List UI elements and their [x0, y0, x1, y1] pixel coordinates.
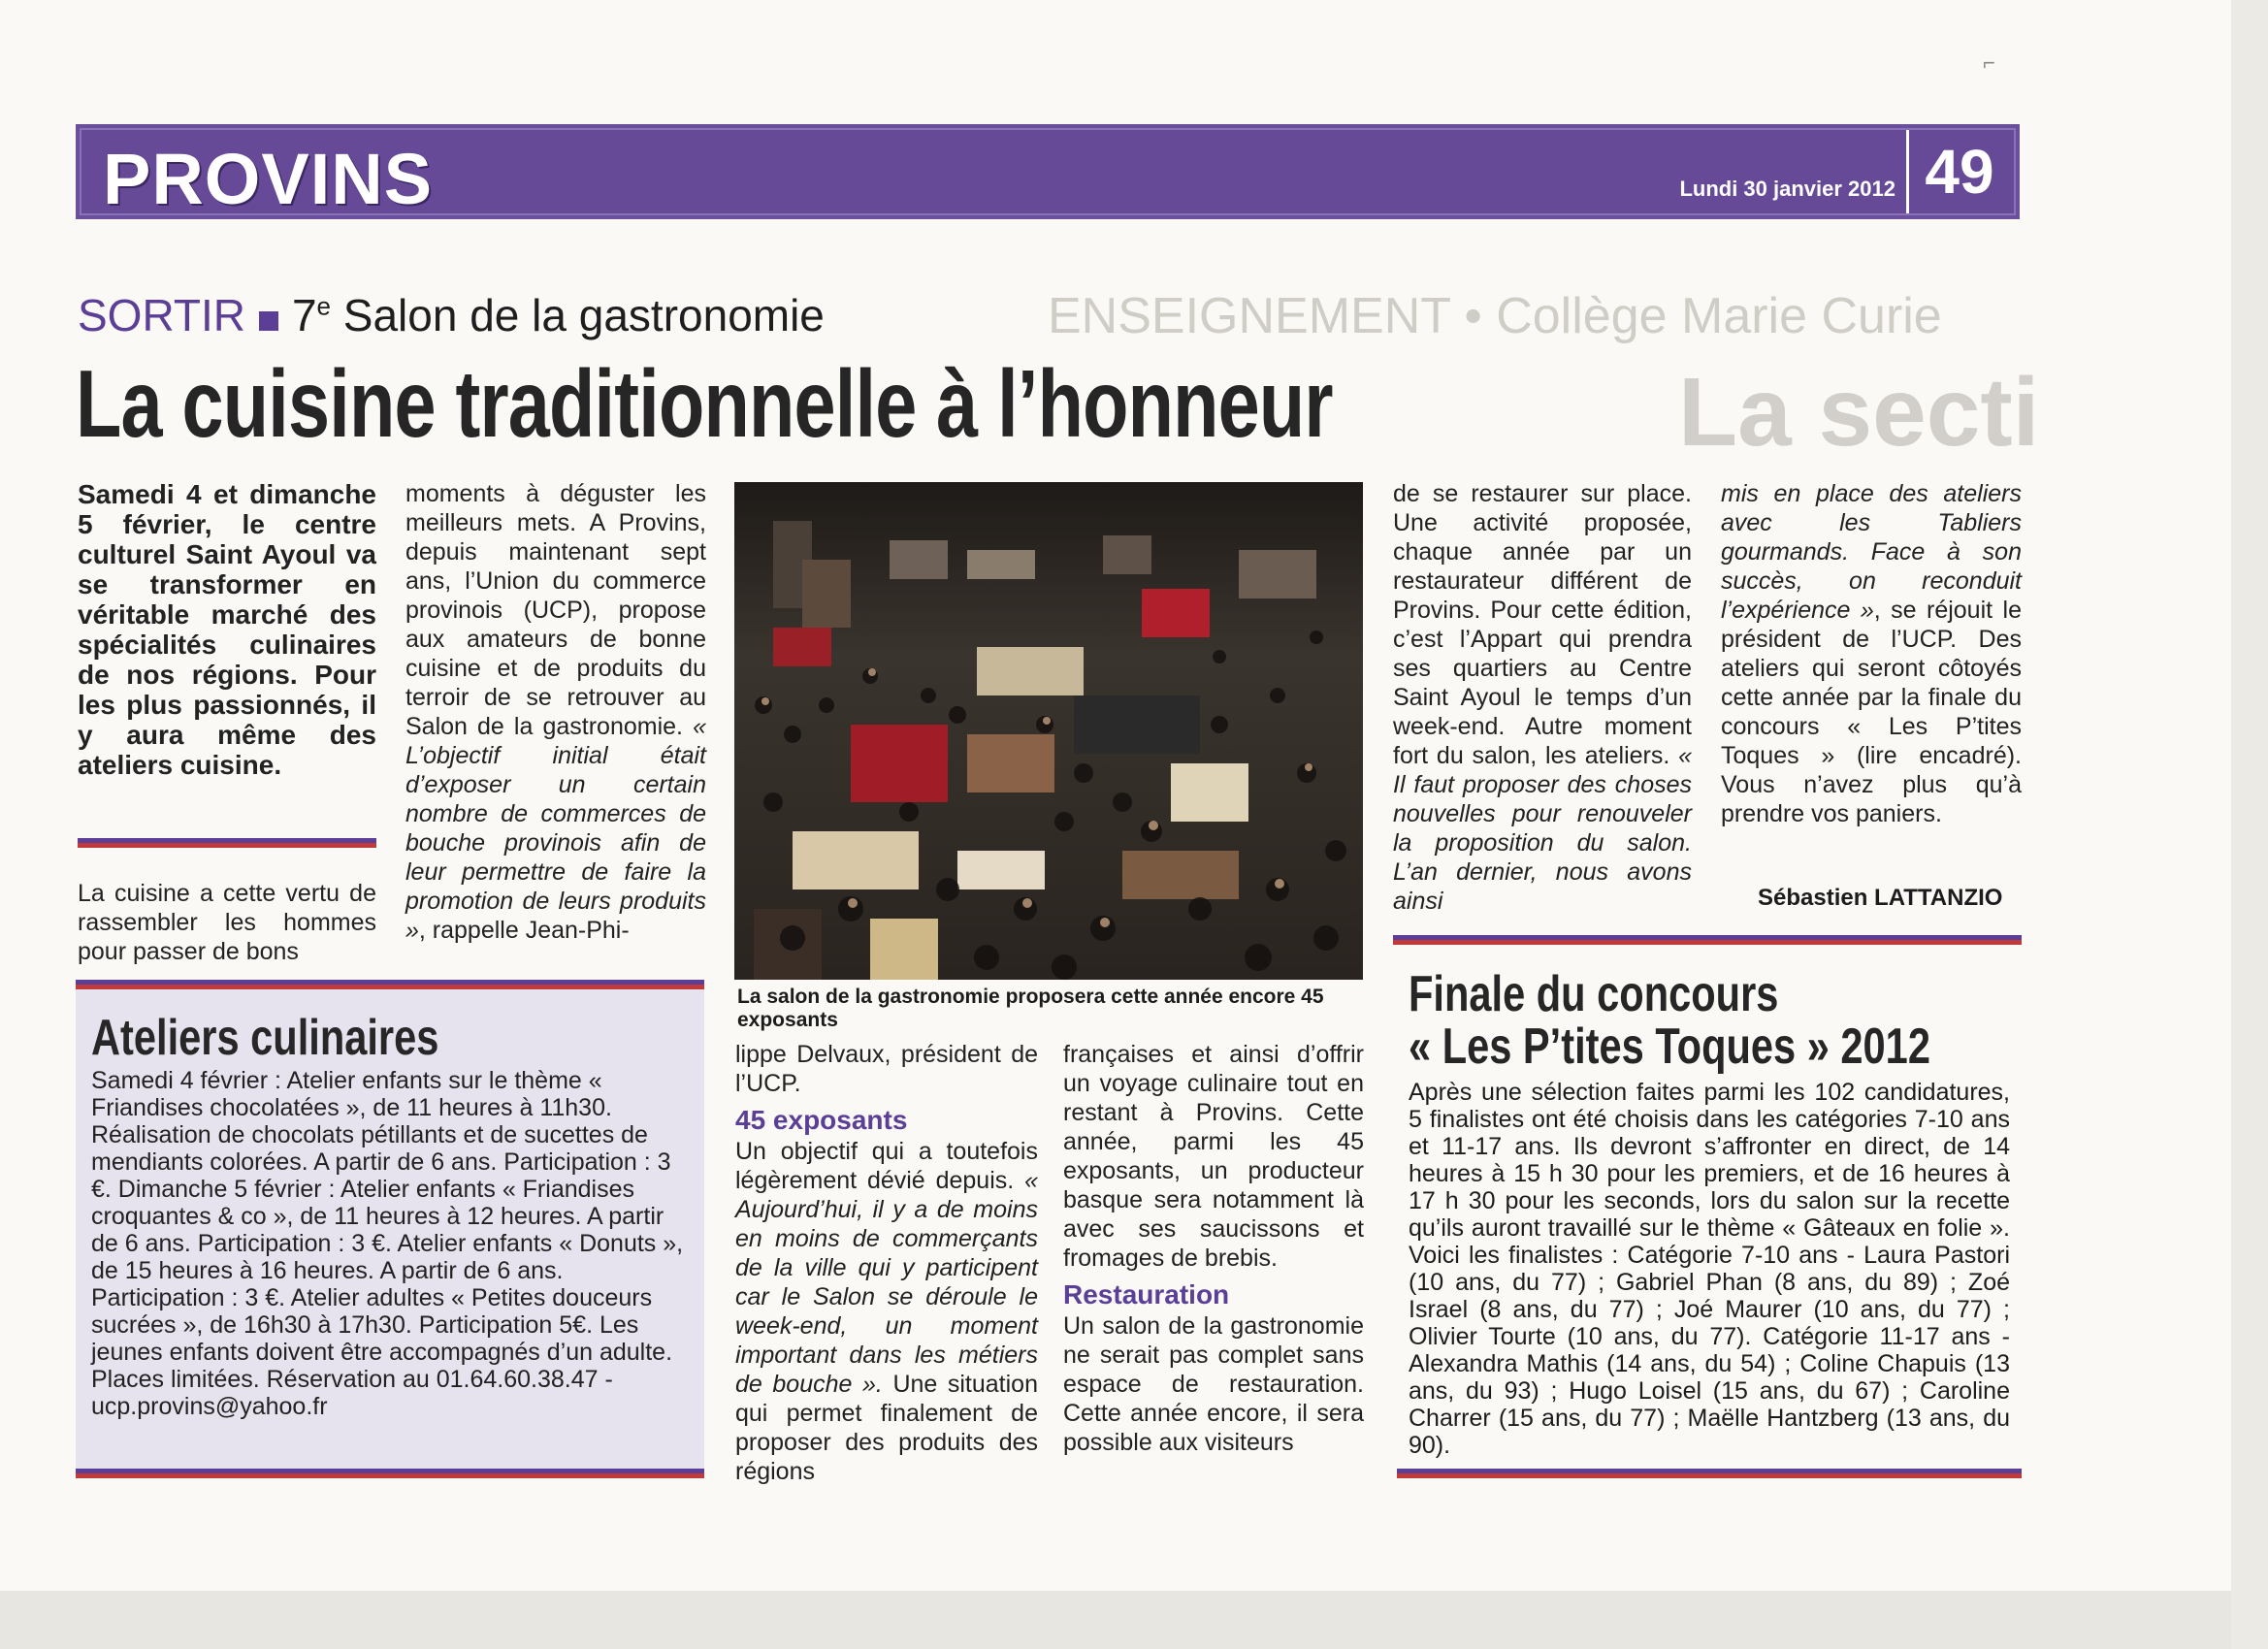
- column-4-end: Un salon de la gastronomie ne serait pas complet sans espace de restauration. Cette année encore, il sera possible aux visiteurs: [1063, 1312, 1364, 1456]
- article-lead: Samedi 4 et dimanche 5 février, le centre culturel Saint Ayoul va se transformer en véritable marché des spécialités culinaires de nos régions. Pour les plus passionnés, il y aura même des ateliers cuisine.: [78, 479, 376, 780]
- crop-mark: ⌐: [1983, 50, 1995, 75]
- lead-rule: [78, 838, 376, 848]
- kicker-superscript: e: [316, 291, 332, 321]
- column-1: [78, 479, 376, 780]
- scan-margin-right: [2231, 0, 2268, 1649]
- column-6-text: [1721, 479, 2022, 828]
- column-2-attribution: , rappelle Jean-Phi-: [418, 917, 630, 944]
- column-6: [1721, 479, 2022, 828]
- author-byline: Sébastien LATTANZIO: [1758, 885, 2003, 911]
- finale-bottom-rule: [1397, 1469, 2022, 1478]
- ateliers-bottom-rule: [76, 1469, 704, 1478]
- column-5-body: de se restaurer sur place. Une activité proposée, chaque année par un restaurateur différent de Provins. Pour cette édition, c’est l’Appart qui prendra ses quartiers au Centre Saint Ayoul le temps d’un week-end. Autre moment fort du salon, les ateliers.: [1393, 480, 1692, 769]
- subheading-restauration: Restauration: [1063, 1279, 1230, 1310]
- column-3: [735, 1040, 1038, 1486]
- section-header-inner: [80, 128, 2016, 219]
- subheading-45-exposants: 45 exposants: [735, 1105, 908, 1135]
- finale-title-line-2: « Les P’tites Toques » 2012: [1409, 1018, 1930, 1075]
- column-3-text: [735, 1137, 1038, 1486]
- column-5-quote: « Il faut proposer des choses nouvelles pour renouveler la proposition du salon. L’an dernier, nous avons ainsi: [1393, 742, 1692, 915]
- article-headline: La cuisine traditionnelle à l’honneur: [76, 350, 1333, 457]
- column-6-quote: mis en place des ateliers avec les Tabliers gourmands. Face à son succès, on reconduit l’expérience »: [1721, 480, 2022, 624]
- column-2-text: [405, 479, 706, 945]
- page-number: 49: [1906, 130, 2010, 213]
- ghost-kicker: ENSEIGNEMENT • Collège Marie Curie: [1048, 288, 1942, 344]
- salon-photo: [734, 482, 1363, 980]
- issue-date: Lundi 30 janvier 2012: [1679, 177, 1895, 201]
- column-1-body: [78, 879, 376, 966]
- column-1-text: La cuisine a cette vertu de rassembler les hommes pour passer de bons: [78, 880, 376, 965]
- rubric-label: SORTIR: [78, 290, 245, 340]
- kicker-subject: Salon de la gastronomie: [342, 290, 825, 340]
- finale-top-rule: [1393, 935, 2022, 945]
- column-3-end: Une situation qui permet finalement de proposer des produits des régions: [735, 1371, 1038, 1485]
- column-2-intro: moments à déguster les meilleurs mets. A Provins, depuis maintenant sept ans, l’Union du commerce provinois (UCP), propose aux amateurs de bonne cuisine et de produits du terroir de se retrouver au Salon de la gastronomie.: [405, 480, 706, 740]
- column-6-body: , se réjouit le président de l’UCP. Des ateliers qui seront côtoyés cette année par la finale du concours « Les P’tites Toques » (lire encadré). Vous n’avez plus qu’à prendre vos paniers.: [1721, 597, 2022, 827]
- article-kicker: [78, 289, 825, 341]
- column-3-intro: lippe Delvaux, président de l’UCP.: [735, 1041, 1038, 1097]
- finale-box: [1409, 968, 2010, 1459]
- kicker-number: 7: [291, 290, 317, 340]
- finale-text: Après une sélection faites parmi les 102 candidatures, 5 finalistes ont été choisis dans les catégories 7-10 ans et 11-17 ans. Ils devront s’affronter en direct, de 14 heures à 15 h 30 pour les premiers, et de 16 heures à 17 h 30 pour les seconds, lors du salon sur la recette qu’ils auront travaillé sur le thème « Gâteaux en folie ». Voici les finalistes : Catégorie 7-10 ans - Laura Pastori (10 ans, du 77) ; Gabriel Phan (8 ans, du 89) ; Zoé Israel (8 ans, du 77) ; Joé Maurer (10 ans, du 77) ; Olivier Tourte (10 ans, du 77). Catégorie 11-17 ans - Alexandra Mathis (14 ans, du 54) ; Coline Chapuis (13 ans, du 93) ; Hugo Loisel (15 ans, du 67) ; Caroline Charrer (15 ans, du 77) ; Maëlle Hantzberg (13 ans, du 90).: [1409, 1079, 2010, 1459]
- column-5-text: [1393, 479, 1692, 916]
- ateliers-top-rule: [76, 980, 704, 989]
- column-3-lead: Un objectif qui a toutefois légèrement dévié depuis.: [735, 1138, 1038, 1194]
- column-4-text: françaises et ainsi d’offrir un voyage culinaire tout en restant à Provins. Cette année, parmi les 45 exposants, un producteur basque sera notamment là avec ses saucissons et fromages de brebis.: [1063, 1041, 1364, 1272]
- photo-caption: La salon de la gastronomie proposera cette année encore 45 exposants: [737, 986, 1324, 1031]
- salon-crowd-image: [734, 482, 1363, 980]
- section-header: [76, 124, 2020, 219]
- scan-margin-bottom: [0, 1591, 2268, 1649]
- rubric-square-icon: [259, 311, 278, 331]
- column-2-quote: « L’objectif initial était d’exposer un certain nombre de commerces de bouche provinois afin de leur permettre de faire la promotion de leurs produits »: [405, 713, 706, 944]
- column-3-quote: « Aujourd’hui, il y a de moins en moins de commerçants de la ville qui y participent car le Salon se déroule le week-end, un moment important dans les métiers de bouche ».: [735, 1167, 1038, 1398]
- column-2: [405, 479, 706, 945]
- finale-title-line-1: Finale du concours: [1409, 966, 1779, 1022]
- ateliers-title: Ateliers culinaires: [91, 1010, 439, 1066]
- column-5: [1393, 479, 1692, 916]
- ghost-headline: La secti: [1678, 358, 2040, 467]
- column-4: [1063, 1040, 1364, 1457]
- ateliers-box: [76, 989, 704, 1471]
- section-title: PROVINS: [103, 139, 434, 219]
- ateliers-text: Samedi 4 février : Atelier enfants sur le thème « Friandises chocolatées », de 11 heures à 11h30. Réalisation de chocolats pétillants et de sucettes de mendiants colorées. A partir de 6 ans. Participation : 3 €. Dimanche 5 février : Atelier enfants « Friandises croquantes & co », de 11 heures à 12 heures. A partir de 6 ans. Participation : 3 €. Atelier enfants « Donuts », de 15 heures à 16 heures. A partir de 6 ans. Participation : 3 €. Atelier adultes « Petites douceurs sucrées », de 16h30 à 17h30. Participation 5€. Les jeunes enfants doivent être accompagnés d’un adulte. Places limitées. Réservation au 01.64.60.38.47 - ucp.provins@yahoo.fr: [91, 1067, 684, 1420]
